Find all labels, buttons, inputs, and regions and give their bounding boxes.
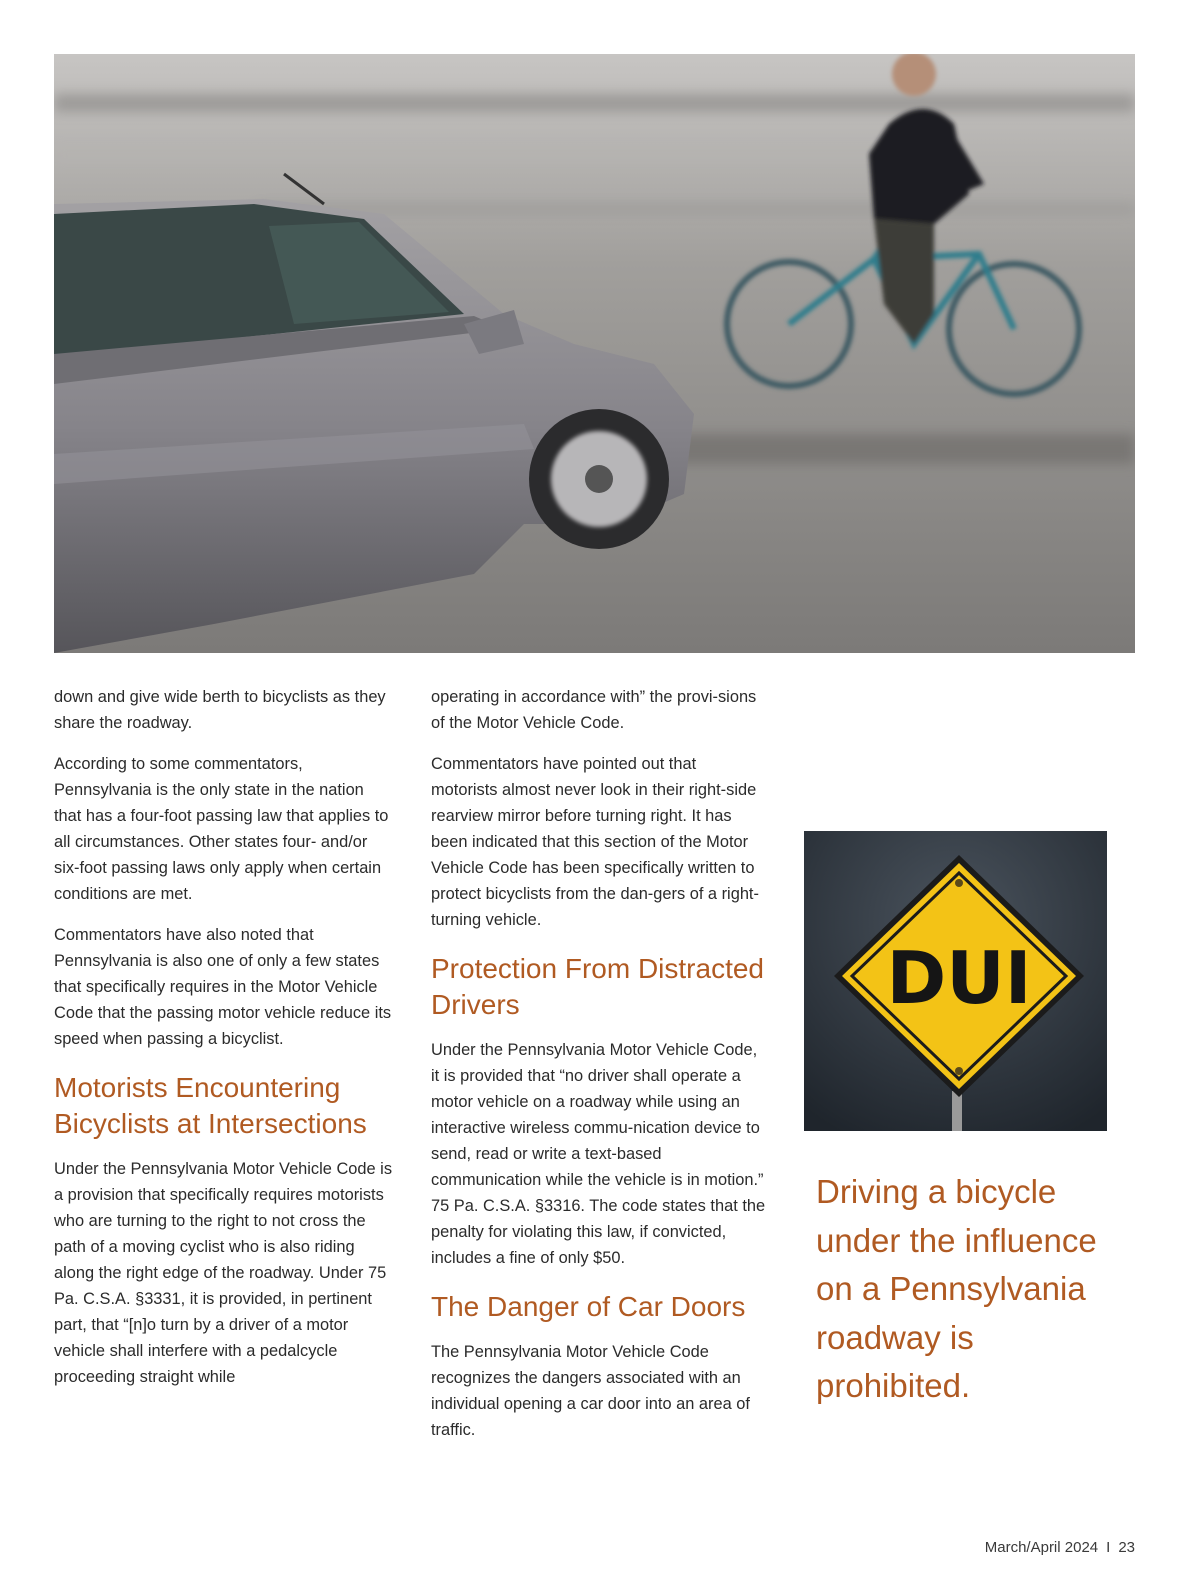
paragraph: Under the Pennsylvania Motor Vehicle Code, it is provided that “no driver shall operate a motor vehicle on a roadway while using an interactive wireless commu-nication device to send, read or write a text-based communication while the vehicle is in motion.” 75 Pa. C.S.A. §3316. The code states that the penalty for violating this law, if convicted, includes a fine of only $50. xyxy=(431,1041,766,1267)
paragraph: The Pennsylvania Motor Vehicle Code recognizes the dangers associated with an individual opening a car door into an area of traffic. xyxy=(431,1343,750,1439)
paragraph: Commentators have pointed out that motorists almost never look in their right-side rearview mirror before turning right. It has been indicated that this section of the Motor Vehicle Code has been specifically written to protect bicyclists from the dan-gers of a right-turning vehicle. xyxy=(431,755,759,929)
article-column-2 xyxy=(431,684,767,1458)
dui-sign-text: DUI xyxy=(886,936,1032,1020)
pull-quote: Driving a bicycle under the influence on a Pennsylvania roadway is prohibited. xyxy=(816,1173,1097,1404)
paragraph: Commentators have also noted that Pennsylvania is also one of only a few states that specifically requires in the Motor Vehicle Code that the passing motor vehicle reduce its speed when passing a bicyclist. xyxy=(54,926,392,1048)
hero-photo xyxy=(54,54,1135,653)
paragraph: down and give wide berth to bicyclists as they share the roadway. xyxy=(54,688,386,732)
issue-date: March/April 2024 xyxy=(984,1539,1099,1556)
paragraph: Under the Pennsylvania Motor Vehicle Code is a provision that specifically requires motorists who are turning to the right to not cross the path of a moving cyclist who is also riding along the right edge of the roadway. Under 75 Pa. C.S.A. §3331, it is provided, in pertinent part, that “[n]o turn by a driver of a motor vehicle shall interfere with a pedalcycle proceeding straight while xyxy=(54,1160,393,1386)
footer-separator: I xyxy=(1106,1539,1111,1556)
section-heading: Motorists Encountering Bicyclists at Intersections xyxy=(54,1072,367,1139)
paragraph: operating in accordance with” the provi-sions of the Motor Vehicle Code. xyxy=(431,688,757,732)
page-footer xyxy=(985,1539,1135,1556)
paragraph: According to some commentators, Pennsylvania is the only state in the nation that has a four-foot passing law that applies to all circumstances. Other states four- and/or six-foot passing laws only apply when certain conditions are met. xyxy=(54,755,389,903)
article-column-1 xyxy=(54,684,394,1405)
section-heading: Protection From Distracted Drivers xyxy=(431,953,764,1020)
section-heading: The Danger of Car Doors xyxy=(431,1291,746,1322)
dui-sign-photo xyxy=(804,831,1107,1131)
page-number: 23 xyxy=(1118,1539,1135,1556)
